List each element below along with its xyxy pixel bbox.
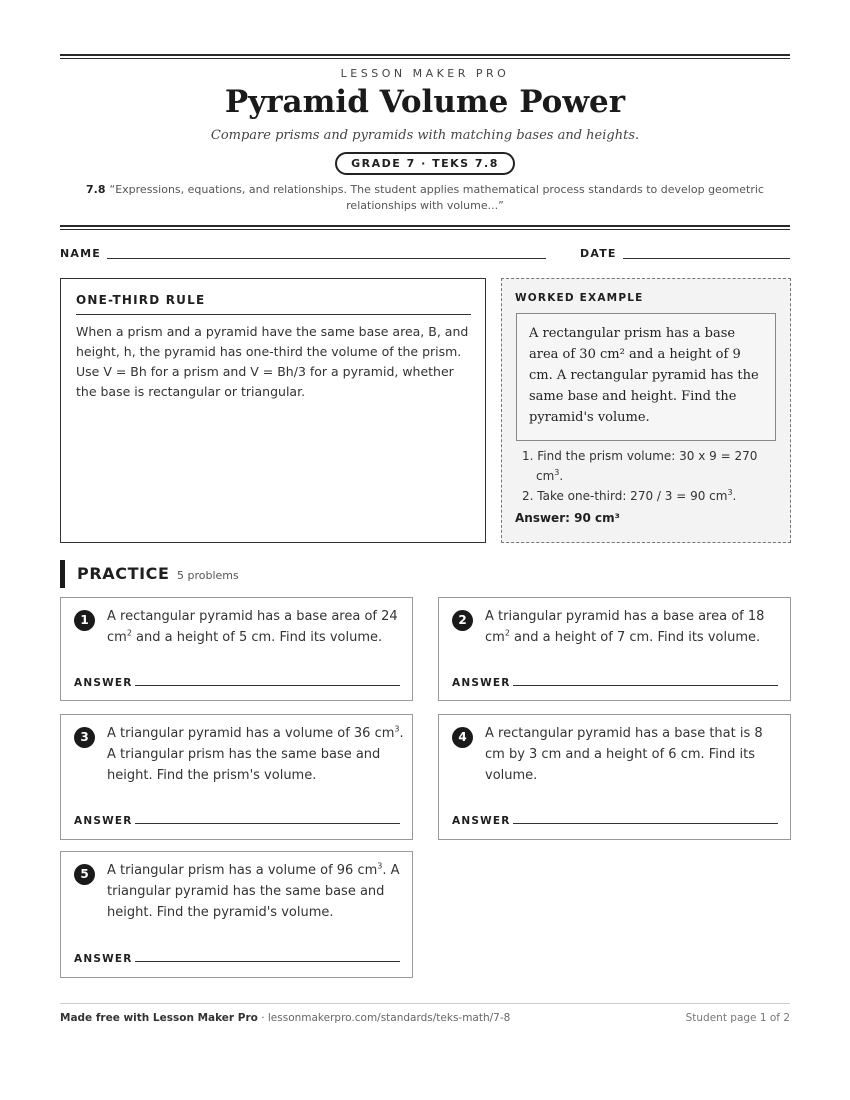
brand-name: LESSON MAKER PRO [340, 67, 510, 80]
answer-field[interactable] [135, 685, 400, 686]
footer-url-link[interactable]: lessonmakerpro.com/standards/teks-math/7-8 [267, 1012, 511, 1024]
problem-text-part: A triangular pyramid has a volume of 36 cm [107, 726, 395, 741]
step-2-exponent: 3 [727, 488, 733, 497]
standard-text: “Expressions, equations, and relationships. The student applies mathematical process standards to develop geometric relationships with volume...” [109, 183, 764, 212]
practice-problem-card [438, 714, 791, 840]
worked-example-heading: WORKED EXAMPLE [515, 292, 644, 304]
practice-problem-card [60, 851, 413, 978]
worked-example-steps [522, 446, 777, 506]
footer-credit [60, 1012, 510, 1024]
answer-label: ANSWER [452, 815, 511, 827]
page-subtitle: Compare prisms and pyramids with matching bases and heights. [210, 128, 640, 143]
step-1-exponent: 3 [554, 468, 560, 477]
problem-text [485, 723, 783, 786]
standard-code: 7.8 [86, 183, 106, 196]
problem-text [107, 606, 405, 648]
problem-exponent: 3 [394, 724, 400, 734]
step-1-period: . [559, 469, 564, 483]
footer-divider [60, 1003, 790, 1004]
footer-page-number: Student page 1 of 2 [685, 1012, 790, 1024]
practice-problem-card [438, 597, 791, 701]
problem-text [485, 606, 783, 648]
problem-text-part: and a height of 5 cm. Find its volume. [131, 630, 383, 645]
answer-field[interactable] [135, 961, 400, 962]
one-third-rule-body: When a prism and a pyramid have the same base area, B, and height, h, the pyramid has one-third the volume of the prism. Use V = Bh for a prism and V = Bh/3 for a pyramid, whether the base is rectangular or triangular. [76, 324, 469, 399]
answer-label: ANSWER [452, 677, 511, 689]
problem-number-badge: 2 [452, 610, 473, 631]
step-2-period: . [732, 489, 737, 503]
date-field[interactable] [623, 258, 790, 259]
step-2-text: 2. Take one-third: 270 / 3 = 90 cm [522, 489, 728, 503]
date-label: DATE [580, 247, 617, 260]
one-third-rule-panel [60, 278, 486, 543]
practice-accent-bar [60, 560, 65, 588]
practice-count: 5 problems [177, 569, 239, 582]
problem-number-badge: 4 [452, 727, 473, 748]
problem-number-badge: 5 [74, 864, 95, 885]
header-top-rule [60, 54, 790, 59]
problem-text-part: A rectangular pyramid has a base area of 24 cm [107, 609, 398, 645]
grade-badge: GRADE 7 · TEKS 7.8 [335, 152, 515, 175]
footer-made-with: Made free with Lesson Maker Pro [60, 1012, 258, 1024]
problem-text-part: A triangular pyramid has a base area of 18 cm [485, 609, 765, 645]
footer-separator: · [257, 1012, 268, 1024]
problem-text-part: and a height of 7 cm. Find its volume. [509, 630, 761, 645]
problem-text [107, 860, 405, 923]
practice-problem-card [60, 597, 413, 701]
student-info-row [60, 246, 790, 262]
problem-exponent: 2 [504, 628, 510, 638]
answer-label: ANSWER [74, 953, 133, 965]
problem-text [107, 723, 405, 786]
problem-text-part: A triangular prism has a volume of 96 cm [107, 863, 378, 878]
name-field[interactable] [107, 258, 546, 259]
worked-example-panel [501, 278, 791, 543]
step-1-text: 1. Find the prism volume: 30 x 9 = 270 cm [522, 449, 758, 483]
worksheet-page [60, 0, 790, 1100]
problem-number-badge: 1 [74, 610, 95, 631]
worked-example-step-1 [522, 446, 777, 486]
problem-text-part: A rectangular pyramid has a base that is 8 cm by 3 cm and a height of 6 cm. Find its volume. [485, 726, 763, 783]
answer-label: ANSWER [74, 677, 133, 689]
practice-label: PRACTICE [77, 564, 170, 583]
worked-example-problem: A rectangular prism has a base area of 30 cm² and a height of 9 cm. A rectangular pyramid has the same base and height. Find the pyramid's volume. [516, 313, 776, 441]
answer-label: ANSWER [74, 815, 133, 827]
answer-field[interactable] [513, 823, 778, 824]
worked-example-step-2 [522, 486, 777, 506]
answer-field[interactable] [513, 685, 778, 686]
header-bottom-rule [60, 225, 790, 230]
problem-text-part: . A triangular prism has the same base and height. Find the prism's volume. [107, 726, 404, 783]
one-third-rule-divider [76, 314, 471, 315]
problem-exponent: 2 [126, 628, 132, 638]
standard-description [60, 182, 790, 214]
one-third-rule-heading: ONE-THIRD RULE [76, 293, 206, 307]
practice-problem-card [60, 714, 413, 840]
name-label: NAME [60, 247, 101, 260]
problem-number-badge: 3 [74, 727, 95, 748]
page-title: Pyramid Volume Power [224, 84, 626, 120]
problem-text-part: . A triangular pyramid has the same base and height. Find the pyramid's volume. [107, 863, 400, 920]
problem-exponent: 3 [377, 861, 383, 871]
grade-badge-wrap [60, 152, 790, 175]
answer-field[interactable] [135, 823, 400, 824]
worked-example-answer: Answer: 90 cm³ [515, 511, 620, 525]
